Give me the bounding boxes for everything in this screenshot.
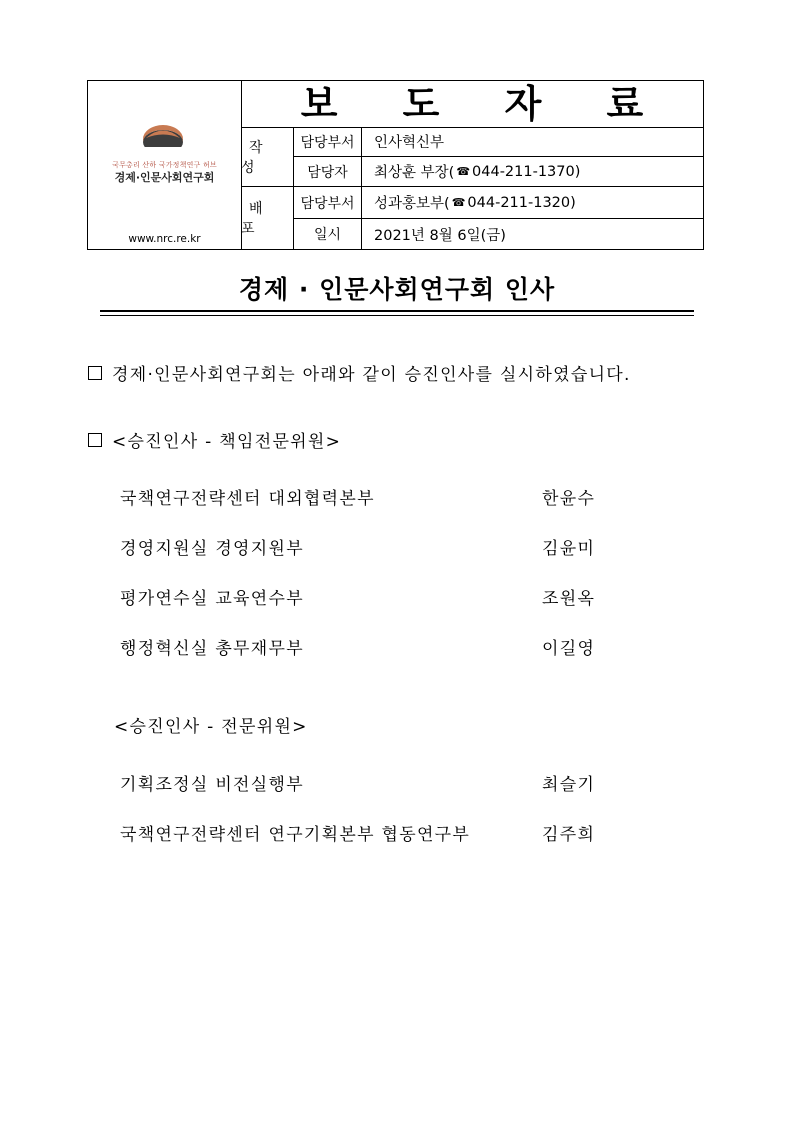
nrc-logo-icon <box>140 125 186 155</box>
list-item <box>0 534 794 558</box>
write-group-label: 작 성 <box>241 127 294 187</box>
entry-dept: 경영지원실 경영지원부 <box>120 539 304 559</box>
document-title: 경제 · 인문사회연구회 인사 <box>238 275 556 304</box>
list-item <box>0 770 794 794</box>
contact-name: 최상훈 부장( <box>374 165 455 181</box>
list-item <box>0 820 794 844</box>
contact-value <box>362 157 703 187</box>
phone-icon: ☎ <box>451 196 466 209</box>
dist-dept-phone: 044-211-1320) <box>467 194 576 211</box>
contact-label: 담당자 <box>294 157 362 187</box>
list-item <box>0 584 794 608</box>
entry-dept: 기획조정실 비전실행부 <box>120 775 304 795</box>
dist-dept-name: 성과홍보부( <box>374 196 450 212</box>
dist-dept-value <box>362 187 703 219</box>
distribute-group-label: 배 포 <box>241 187 294 249</box>
intro-text: 경제·인문사회연구회는 아래와 같이 승진인사를 실시하였습니다. <box>112 365 631 385</box>
checkbox-icon <box>88 366 102 380</box>
entry-name: 최슬기 <box>542 775 596 795</box>
entry-dept: 국책연구전략센터 연구기획본부 협동연구부 <box>120 825 471 845</box>
entry-name: 김주희 <box>542 825 596 845</box>
entry-name: 이길영 <box>542 639 596 659</box>
intro-paragraph <box>88 360 631 385</box>
logo-cell <box>88 81 242 249</box>
website-url[interactable]: www.nrc.re.kr <box>128 233 201 245</box>
dist-dept-label: 담당부서 <box>294 187 362 219</box>
contact-phone: 044-211-1370) <box>472 163 581 180</box>
section2-heading: <승진인사 - 전문위원> <box>114 717 308 737</box>
dept-value: 인사혁신부 <box>362 127 703 157</box>
date-label: 일시 <box>294 219 362 249</box>
phone-icon: ☎ <box>456 165 471 178</box>
title-rule-thick <box>100 310 694 312</box>
title-rule-thin <box>100 315 694 316</box>
press-release-header <box>87 80 704 250</box>
list-item <box>0 484 794 508</box>
entry-name: 한윤수 <box>542 489 596 509</box>
dept-label: 담당부서 <box>294 127 362 157</box>
date-value: 2021년 8월 6일(금) <box>374 227 506 244</box>
logo-org-name: 경제·인문사회연구회 <box>114 171 215 184</box>
checkbox-icon <box>88 433 102 447</box>
entry-name: 조원옥 <box>542 589 596 609</box>
press-release-title: 보 도 자 료 <box>241 81 703 128</box>
logo-tagline: 국무총리 산하 국가정책연구 허브 <box>112 161 217 169</box>
entry-dept: 국책연구전략센터 대외협력본부 <box>120 489 375 509</box>
entry-dept: 행정혁신실 총무재무부 <box>120 639 304 659</box>
list-item <box>0 634 794 658</box>
section1-heading-row <box>88 427 341 452</box>
entry-name: 김윤미 <box>542 539 596 559</box>
section1-heading: <승진인사 - 책임전문위원> <box>112 432 342 452</box>
entry-dept: 평가연수실 교육연수부 <box>120 589 304 609</box>
